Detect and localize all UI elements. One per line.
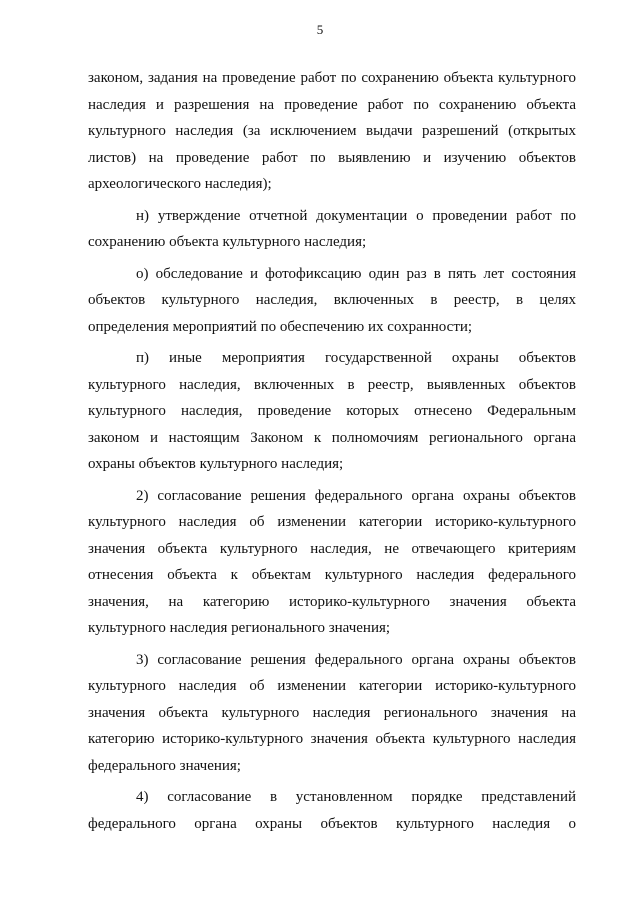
paragraph — [88, 647, 576, 780]
text-line: значения объекта культурного наследия регионального значения на — [88, 704, 576, 721]
text-line: п) иные мероприятия государственной охраны объектов — [136, 350, 576, 366]
text-line: значения, на категорию историко-культурного значения объекта — [88, 593, 576, 610]
text-line: культурного наследия об изменении категории историко-культурного — [88, 514, 576, 530]
text-line: культурного наследия, проведение которых отнесено Федеральным — [88, 403, 576, 419]
text-line: сохранению объекта культурного наследия; — [88, 234, 367, 250]
text-line: федерального значения; — [88, 757, 241, 774]
text-line: о) обследование и фотофиксацию один раз в пять лет состояния — [136, 265, 576, 282]
text-line: 3) согласование решения федерального органа охраны объектов — [136, 651, 576, 668]
text-line: законом, задания на проведение работ по сохранению объекта культурного — [88, 70, 576, 86]
text-line: культурного наследия (за исключением выдачи разрешений (открытых — [88, 123, 576, 139]
paragraph — [88, 261, 576, 341]
document-body — [88, 65, 576, 837]
text-line: 4) согласование в установленном порядке представлений — [136, 789, 576, 805]
paragraph — [88, 483, 576, 642]
text-line: категорию историко-культурного значения объекта культурного наследия — [88, 731, 576, 747]
text-line: культурного наследия об изменении категории историко-культурного — [88, 678, 576, 694]
text-line: законом и настоящим Законом к полномочиям регионального органа — [88, 429, 576, 446]
text-line: листов) на проведение работ по выявлению и изучению объектов — [88, 149, 576, 166]
text-line: определения мероприятий по обеспечению их сохранности; — [88, 318, 473, 335]
text-line: археологического наследия); — [88, 176, 272, 192]
text-line: наследия и разрешения на проведение работ по сохранению объекта — [88, 96, 576, 113]
text-line: федерального органа охраны объектов культурного наследия о — [88, 815, 576, 832]
text-line: охраны объектов культурного наследия; — [88, 456, 344, 472]
text-line: значения объекта культурного наследия, не отвечающего критериям — [88, 540, 576, 557]
paragraph — [88, 345, 576, 478]
text-line: культурного наследия, включенных в реестр, выявленных объектов — [88, 376, 576, 393]
text-line: культурного наследия регионального значения; — [88, 620, 391, 636]
page-number: 5 — [316, 22, 324, 37]
paragraph — [88, 65, 576, 198]
text-line: 2) согласование решения федерального органа охраны объектов — [136, 487, 576, 504]
text-line: н) утверждение отчетной документации о проведении работ по — [136, 207, 576, 224]
paragraph — [88, 784, 576, 837]
text-line: отнесения объекта к объектам культурного наследия федерального — [88, 567, 576, 583]
text-line: объектов культурного наследия, включенных в реестр, в целях — [88, 292, 576, 308]
paragraph — [88, 203, 576, 256]
